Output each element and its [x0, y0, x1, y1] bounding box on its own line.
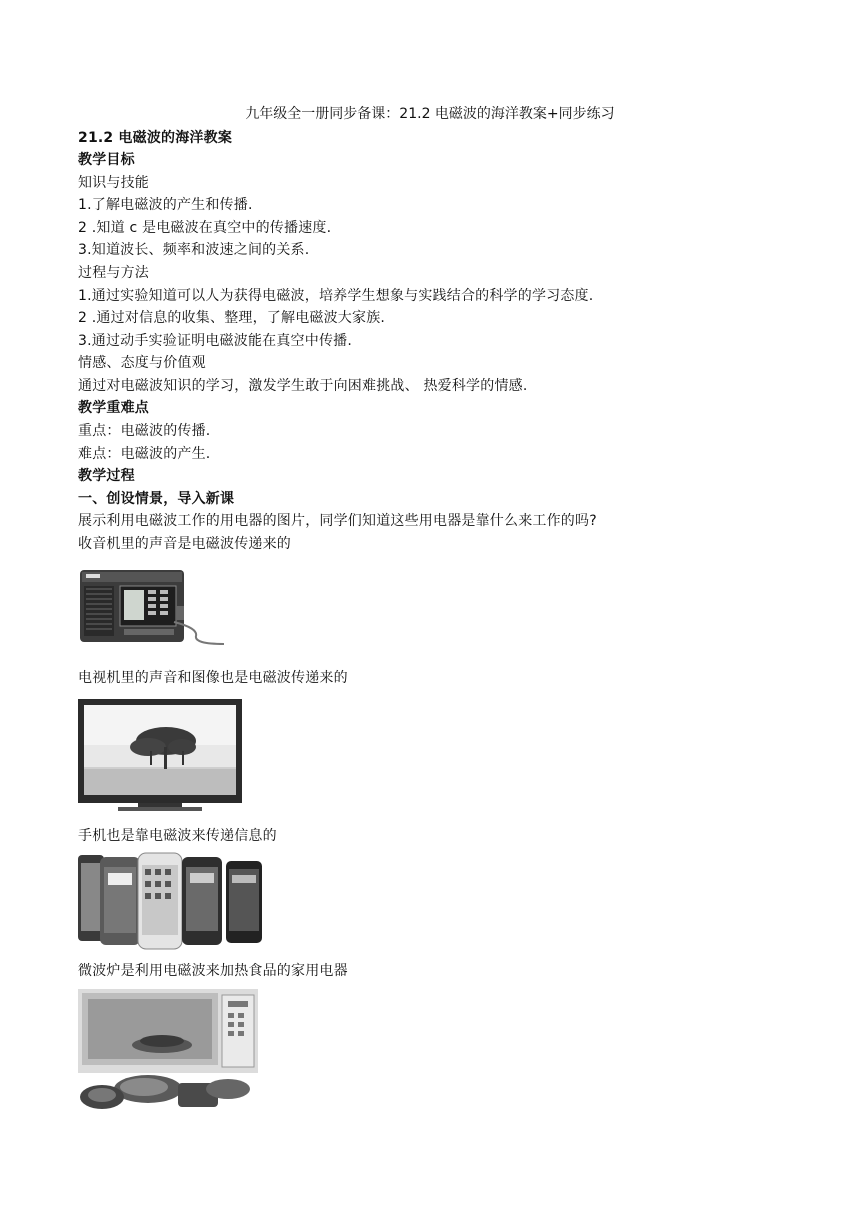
knowledge-item: 1.了解电磁波的产生和传播. — [78, 197, 253, 213]
attitude-heading: 情感、态度与价值观 — [78, 355, 206, 371]
process-item: 3.通过动手实验证明电磁波能在真空中传播. — [78, 333, 353, 349]
radio-image — [78, 566, 226, 652]
lesson-heading: 21.2 电磁波的海洋教案 — [78, 130, 233, 146]
tv-image — [78, 697, 242, 815]
microwave-image — [78, 989, 258, 1113]
difficult-point: 难点：电磁波的产生. — [78, 446, 211, 462]
document-title: 九年级全一册同步备课：21.2 电磁波的海洋教案+同步练习 — [245, 106, 615, 122]
knowledge-heading: 知识与技能 — [78, 175, 149, 191]
tv-caption: 电视机里的声音和图像也是电磁波传递来的 — [78, 670, 348, 686]
process-heading: 过程与方法 — [78, 265, 149, 281]
attitude-text: 通过对电磁波知识的学习，激发学生敢于向困难挑战、 热爱科学的情感. — [78, 378, 528, 394]
objectives-heading: 教学目标 — [78, 152, 135, 168]
radio-caption: 收音机里的声音是电磁波传递来的 — [78, 536, 291, 552]
microwave-caption: 微波炉是利用电磁波来加热食品的家用电器 — [78, 963, 348, 979]
key-points-heading: 教学重难点 — [78, 400, 149, 416]
process-item: 2 .通过对信息的收集、整理，了解电磁波大家族. — [78, 310, 386, 326]
intro-text: 展示利用电磁波工作的用电器的图片，同学们知道这些用电器是靠什么来工作的吗? — [78, 513, 597, 529]
phones-image — [78, 851, 264, 951]
process-item: 1.通过实验知道可以人为获得电磁波，培养学生想象与实践结合的科学的学习态度. — [78, 288, 594, 304]
phone-caption: 手机也是靠电磁波来传递信息的 — [78, 828, 277, 844]
knowledge-item: 2 .知道 c 是电磁波在真空中的传播速度. — [78, 220, 332, 236]
process-section-heading: 教学过程 — [78, 468, 135, 484]
knowledge-item: 3.知道波长、频率和波速之间的关系. — [78, 242, 310, 258]
intro-heading: 一、创设情景，导入新课 — [78, 491, 235, 507]
key-point: 重点：电磁波的传播. — [78, 423, 211, 439]
